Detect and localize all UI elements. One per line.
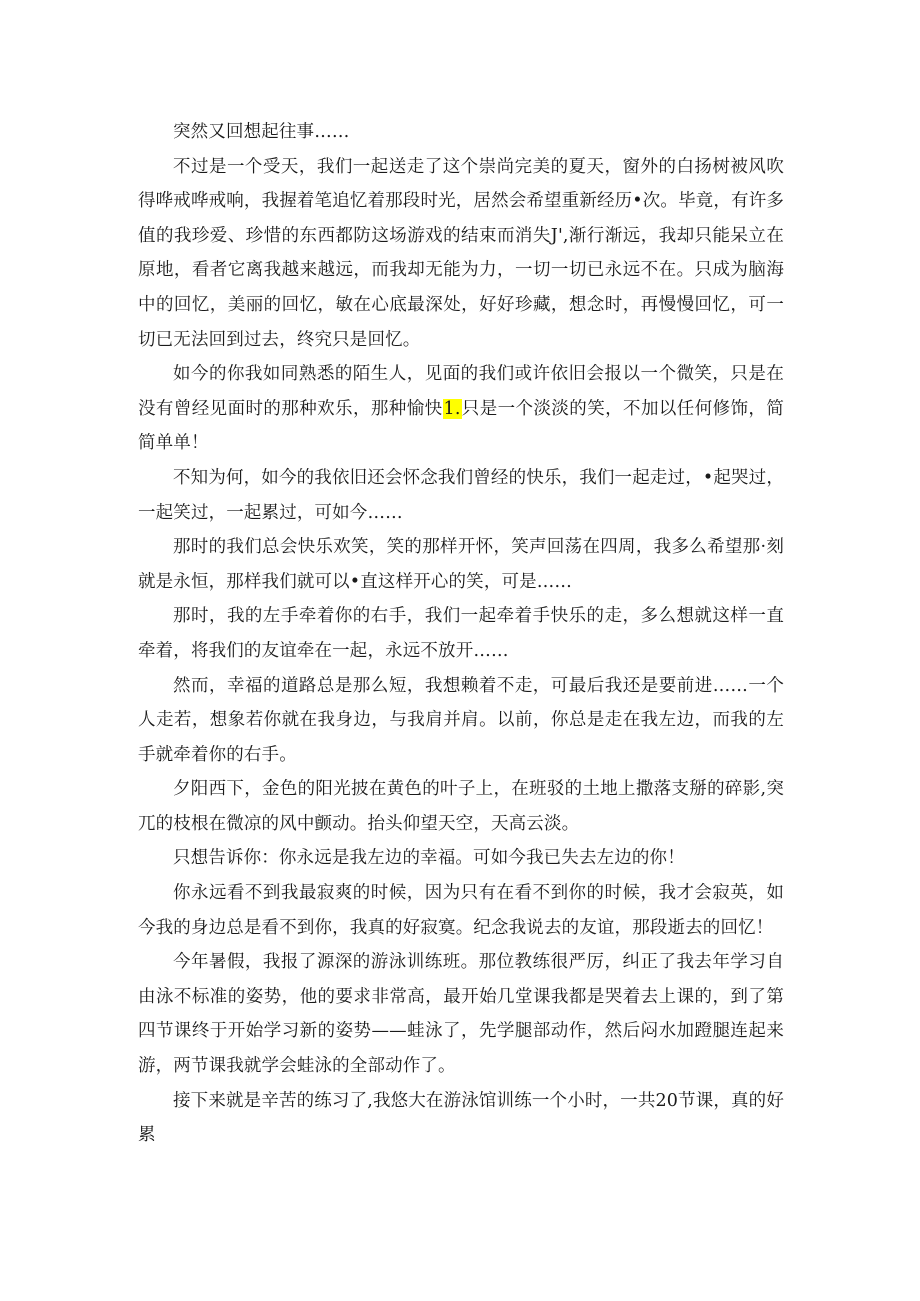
paragraph-12: 接下来就是辛苦的练习了,我悠大在游泳馆训练一个小时，一共20节课，真的好累 <box>138 1090 784 1146</box>
paragraph-9: 只想告诉你：你永远是我左边的幸福。可如今我已失去左边的你！ <box>173 848 685 869</box>
paragraph-11: 今年暑假，我报了源深的游泳训练班。那位教练很严厉，纠正了我去年学习自由泳不标准的姿势，他的要求非常高，最开始几堂课我都是哭着去上课的，到了第四节课终于开始学习新的姿势——蛙泳了，先学腿部动作，然后闷水加蹬腿连起来游，两节课我就学会蛙泳的全部动作了。 <box>138 952 784 1077</box>
text-column <box>138 115 784 1153</box>
paragraph-3-after: 只是一个淡淡的笑，不加以任何修饰，简简单单！ <box>138 398 784 454</box>
paragraph-4: 不知为何，如今的我依旧还会怀念我们曾经的快乐，我们一起走过，•起哭过，一起笑过，一起累过，可如今…… <box>138 467 784 523</box>
paragraph-3 <box>138 357 784 461</box>
paragraph-2: 不过是一个受天，我们一起送走了这个崇尚完美的夏天，窗外的白扬树被风吹得哗戒哗戒响，我握着笔追忆着那段时光，居然会希望重新经历•次。毕竟，有许多值的我珍爱、珍惜的东西都防这场游戏的结束而消失J',渐行渐远，我却只能呆立在原地，看者它离我越来越远，而我却无能为力，一切一切已永远不在。只成为脑海中的回忆，美丽的回忆，敏在心底最深处，好好珍藏，想念时，再慢慢回忆，可一切已无法回到过去，终究只是回忆。 <box>138 156 784 350</box>
paragraph-10: 你永远看不到我最寂爽的时候，因为只有在看不到你的时候，我才会寂英，如今我的身边总是看不到你，我真的好寂寞。纪念我说去的友谊，那段逝去的回忆！ <box>138 883 784 938</box>
paragraph-3-before: 如今的你我如同熟悉的陌生人，见面的我们或许依旧会报以一个微笑，只是在没有曾经见面时的那种欢乐，那种愉快 <box>138 364 784 419</box>
highlighted-text: 1. <box>443 398 461 419</box>
paragraph-7: 然而，幸福的道路总是那么短，我想赖着不走，可最后我还是要前进……一个人走若，想象若你就在我身边，与我肩并肩。以前，你总是走在我左边，而我的左手就牵着你的右手。 <box>138 675 784 765</box>
paragraph-8: 夕阳西下，金色的阳光披在黄色的叶子上，在班驳的土地上撒落支掰的碎影,突兀的枝根在微凉的风中颤动。抬头仰望天空，天高云淡。 <box>138 779 784 834</box>
paragraph-5: 那时的我们总会快乐欢笑，笑的那样开怀，笑声回荡在四周，我多么希望那·刻就是永恒，那样我们就可以•直这样开心的笑，可是…… <box>138 537 784 592</box>
paragraph-1: 突然又回想起往事…… <box>173 122 350 142</box>
paragraph-6: 那时，我的左手牵着你的右手，我们一起牵着手快乐的走，多么想就这样一直牵着，将我们的友谊牵在一起，永远不放开…… <box>138 606 784 661</box>
